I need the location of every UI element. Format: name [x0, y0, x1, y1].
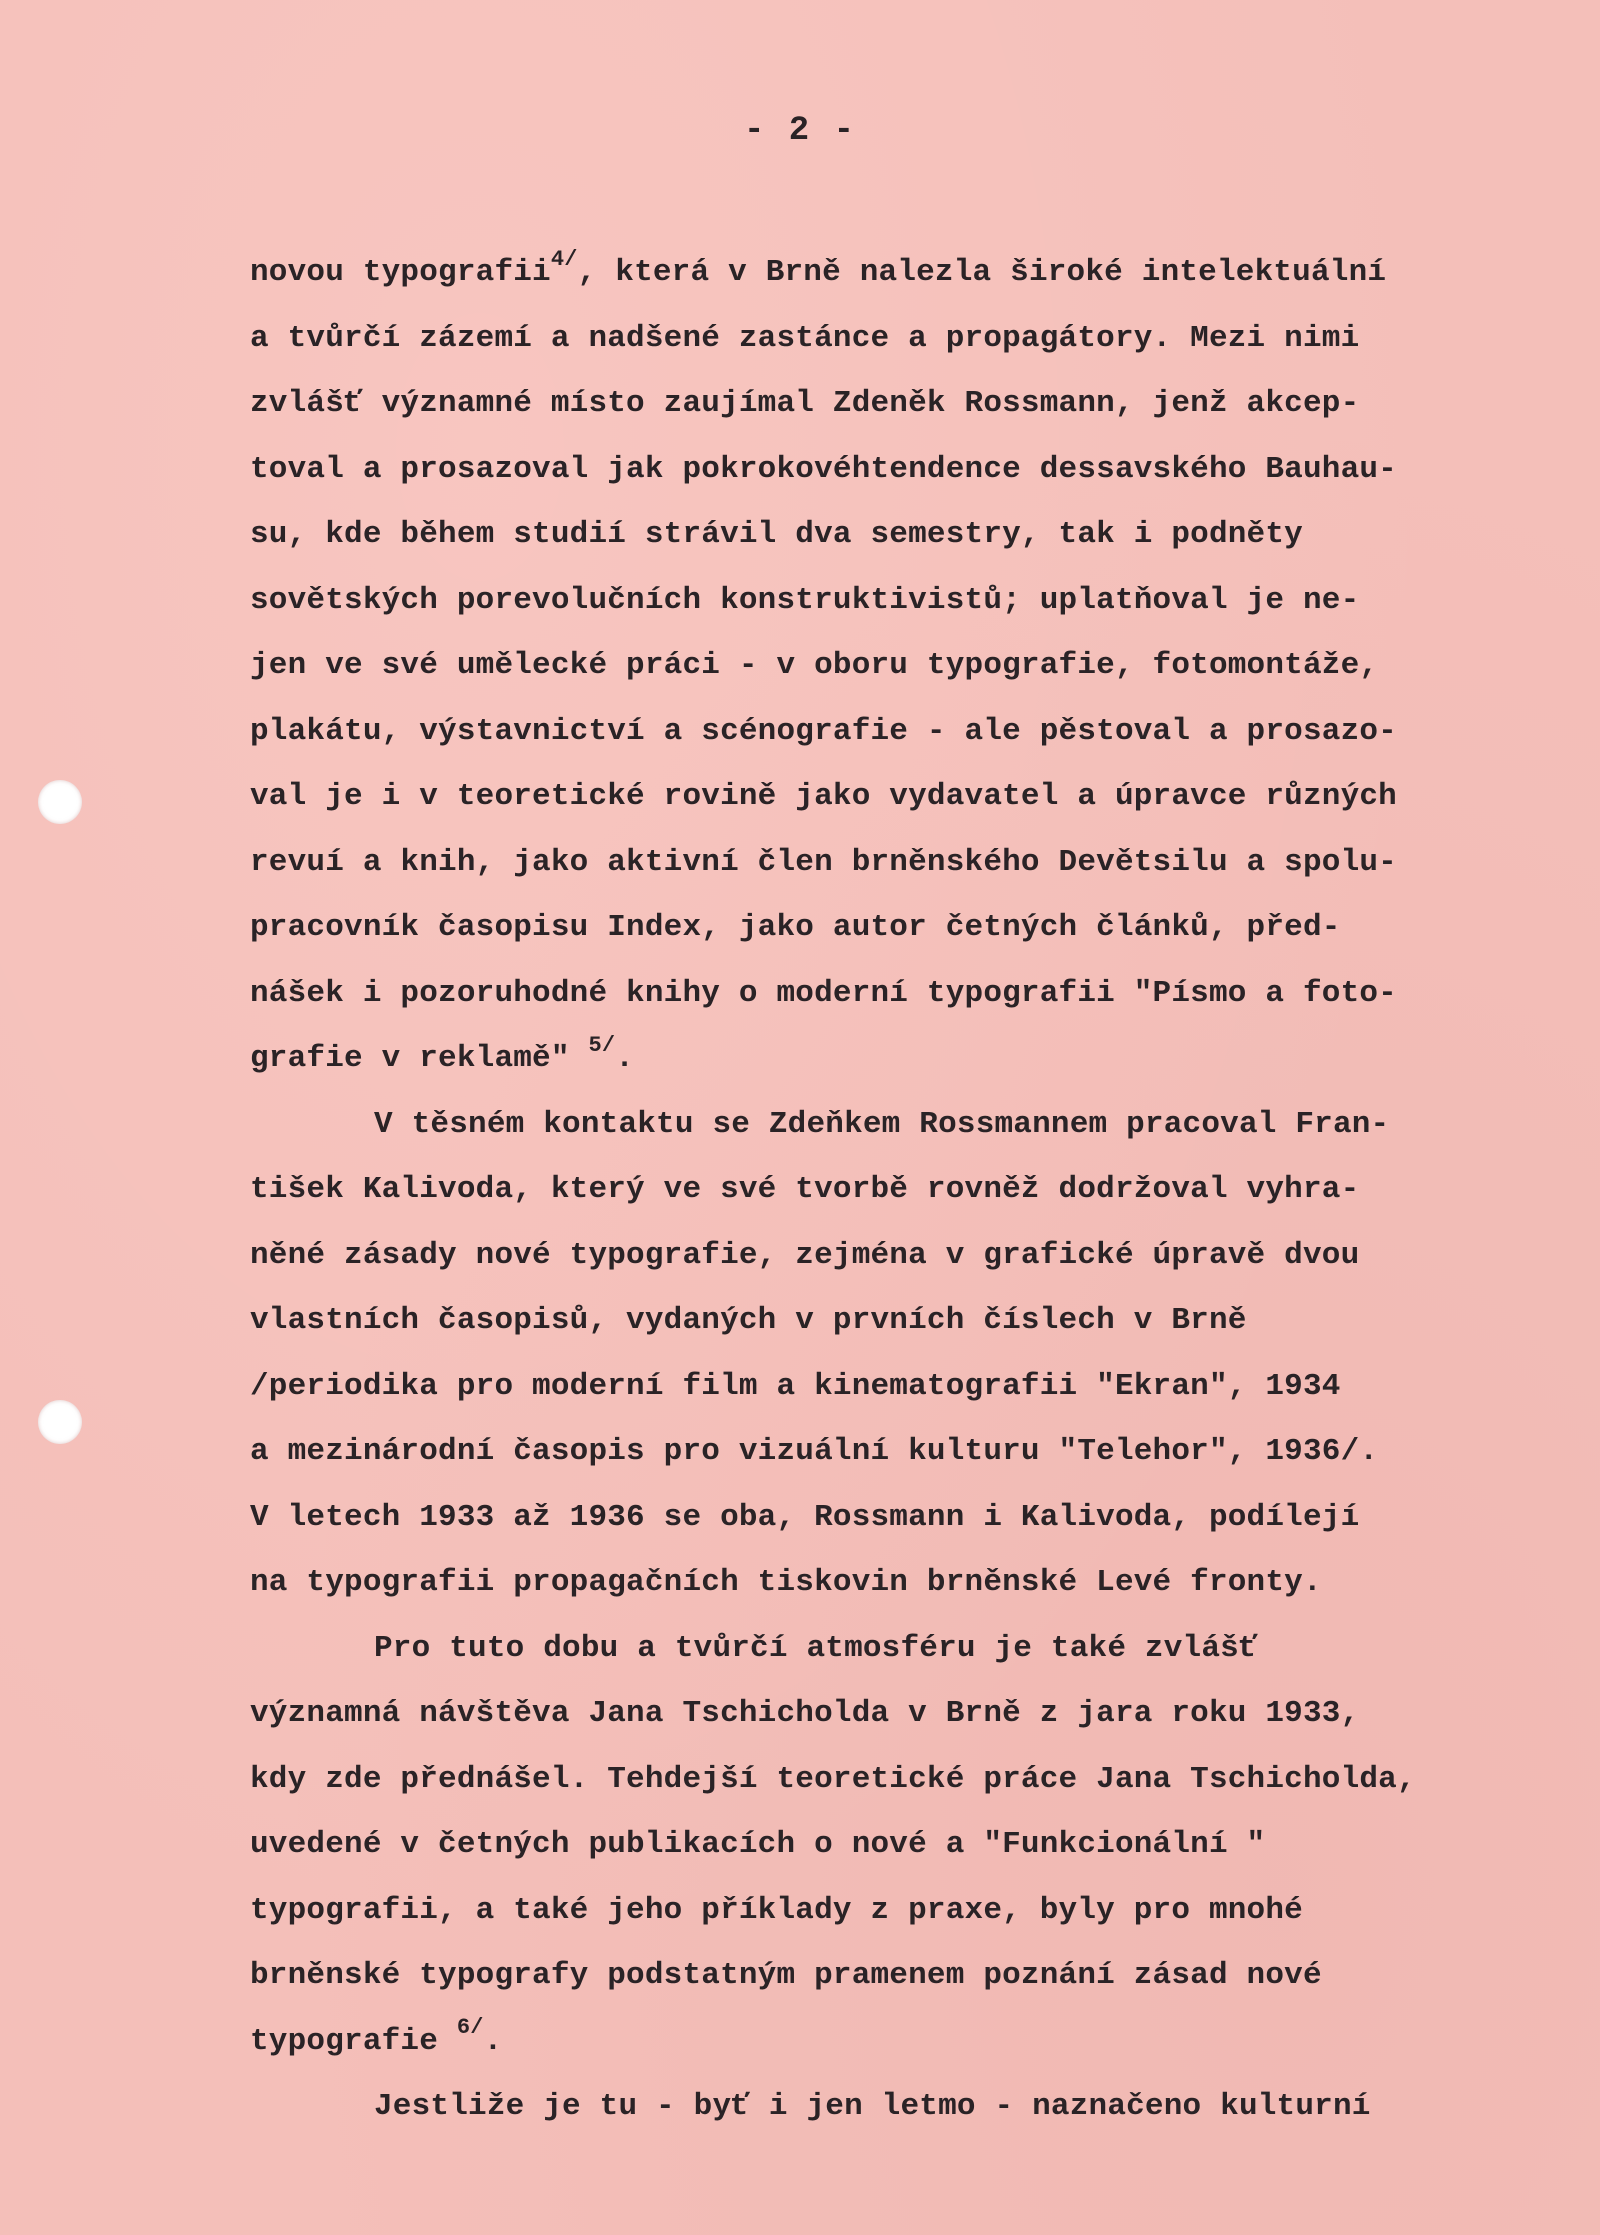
text-line-content: /periodika pro moderní film a kinematografii "Ekran", 1934 [250, 1368, 1341, 1404]
text-line-continuation: . [615, 1041, 635, 1076]
text-line [250, 1812, 1510, 1878]
text-line-continuation: , která v Brně nalezla široké intelektuální [577, 255, 1387, 290]
text-line-content: něné zásady nové typografie, zejména v grafické úpravě dvou [250, 1237, 1360, 1273]
text-line [250, 1616, 1510, 1682]
text-line [250, 699, 1510, 765]
text-line-content: zvlášť významné místo zaujímal Zdeněk Rossmann, jenž akcep- [250, 386, 1360, 421]
footnote-reference: 4/ [550, 246, 578, 272]
text-line [250, 1026, 1510, 1092]
text-line-content: novou typografii [250, 255, 551, 290]
text-line-content: typografii, a také jeho příklady z praxe, byly pro mnohé [250, 1892, 1303, 1928]
text-line [250, 1550, 1510, 1616]
text-line [250, 961, 1510, 1027]
text-line [250, 764, 1510, 830]
text-line [250, 1747, 1510, 1813]
text-line-content: jen ve své umělecké práci - v oboru typografie, fotomontáže, [250, 648, 1379, 683]
text-line [250, 830, 1510, 896]
text-line [250, 1157, 1510, 1223]
text-line-content: významná návštěva Jana Tschicholda v Brně z jara roku 1933, [250, 1696, 1360, 1731]
text-line-content: grafie v reklamě" [250, 1041, 589, 1076]
text-line [250, 1419, 1510, 1485]
text-line-content: brněnské typografy podstatným pramenem poznání zásad nové [250, 1958, 1322, 1993]
text-line-content: plakátu, výstavnictví a scénografie - ale pěstoval a prosazo- [250, 713, 1397, 749]
text-line [250, 437, 1510, 503]
punch-hole [38, 1400, 82, 1444]
text-line-content: sovětských porevolučních konstruktivistů; uplatňoval je ne- [250, 582, 1360, 618]
text-line-content: typografie [250, 2023, 457, 2059]
text-line-content: na typografii propagačních tiskovin brněnské Levé fronty. [250, 1565, 1322, 1600]
footnote-reference: 5/ [588, 1032, 616, 1058]
text-line-content: V těsném kontaktu se Zdeňkem Rossmannem pracoval Fran- [374, 1106, 1390, 1142]
text-line-content: V letech 1933 až 1936 se oba, Rossmann i Kalivoda, podílejí [250, 1499, 1360, 1535]
text-line-content: nášek i pozoruhodné knihy o moderní typografii "Písmo a foto- [250, 975, 1397, 1011]
text-line-content: revuí a knih, jako aktivní člen brněnského Devětsilu a spolu- [250, 844, 1397, 880]
text-line [250, 1092, 1510, 1158]
text-line [250, 240, 1510, 306]
text-line-content: a mezinárodní časopis pro vizuální kulturu "Telehor", 1936/. [250, 1434, 1379, 1469]
text-line [250, 568, 1510, 634]
text-line [250, 895, 1510, 961]
text-line [250, 1681, 1510, 1747]
text-line [250, 306, 1510, 372]
text-line [250, 633, 1510, 699]
text-line-content: Jestliže je tu - byť i jen letmo - naznačeno kulturní [374, 2089, 1371, 2124]
text-line [250, 1223, 1510, 1289]
text-line-content: vlastních časopisů, vydaných v prvních číslech v Brně [250, 1303, 1247, 1338]
text-line [250, 2074, 1510, 2140]
text-line-content: su, kde během studií strávil dva semestry, tak i podněty [250, 517, 1303, 552]
text-line [250, 371, 1510, 437]
text-line [250, 1943, 1510, 2009]
text-line [250, 1288, 1510, 1354]
text-line-content: tišek Kalivoda, který ve své tvorbě rovněž dodržoval vyhra- [250, 1172, 1360, 1207]
text-line [250, 1878, 1510, 1944]
text-line-content: uvedené v četných publikacích o nové a "Funkcionální " [250, 1827, 1266, 1862]
text-line-content: a tvůrčí zázemí a nadšené zastánce a propagátory. Mezi nimi [250, 320, 1360, 356]
text-line-content: val je i v teoretické rovině jako vydavatel a úpravce různých [250, 779, 1397, 814]
text-line-content: pracovník časopisu Index, jako autor četných článků, před- [250, 910, 1341, 945]
footnote-reference: 6/ [456, 2015, 484, 2041]
text-line-content: toval a prosazoval jak pokrokovéhtendence dessavského Bauhau- [250, 451, 1397, 487]
text-line [250, 502, 1510, 568]
text-line [250, 2009, 1510, 2075]
text-line-content: kdy zde přednášel. Tehdejší teoretické práce Jana Tschicholda, [250, 1761, 1416, 1797]
text-line-content: Pro tuto dobu a tvůrčí atmosféru je také zvlášť [374, 1630, 1258, 1666]
page-number: - 2 - [743, 112, 857, 150]
punch-hole [38, 780, 82, 824]
text-line-continuation: . [483, 2023, 503, 2059]
text-line [250, 1485, 1510, 1551]
text-line [250, 1354, 1510, 1420]
body-text [250, 240, 1510, 2140]
